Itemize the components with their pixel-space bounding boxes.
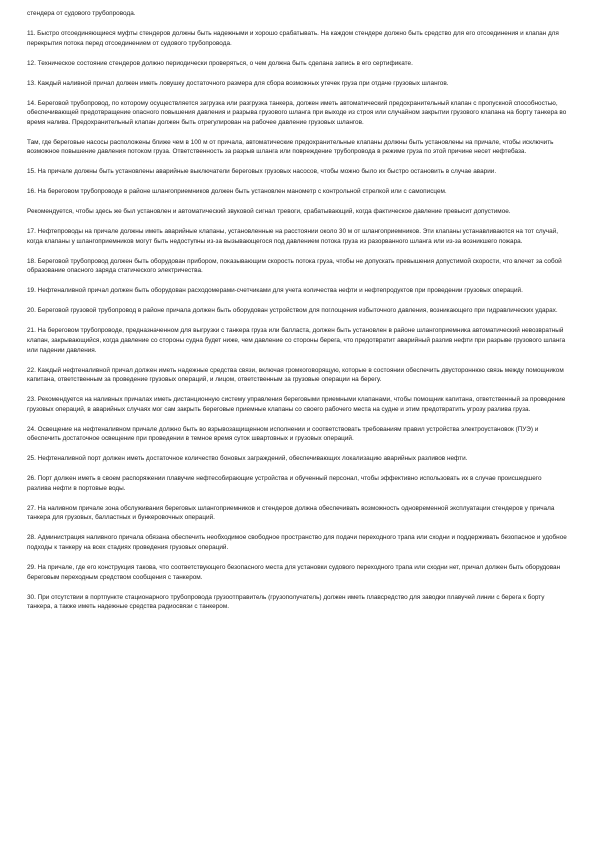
paragraph-21: 21. На береговом трубопроводе, предназначенном для выгрузки с танкера груза или балласта, должен быть установлен в районе шлангоприемника автоматический невозвратный клапан, закрывающийся, когда давление со стороны судна будет ниже, чем давление со стороны берега, что предотвратит аварийный разлив нефти при разрыве грузового шланга или падении давления. bbox=[27, 327, 566, 354]
paragraph-28: 28. Администрация наливного причала обязана обеспечить необходимое свободное пространство для подачи переходного трапа или сходни и поддерживать безопасное и удобное подходы к танкеру на всех стадиях проведения грузовых операций. bbox=[27, 534, 567, 551]
paragraph-19: 19. Нефтеналивной причал должен быть оборудован расходомерами-счетчиками для учета количества нефти и нефтепродуктов при проведении грузовых операций. bbox=[27, 287, 523, 295]
paragraph-29: 29. На причале, где его конструкция такова, что соответствующего безопасного места для установки судового переходного трапа или сходни нет, причал должен быть оборудован береговым переходным средством сообщения с танкером. bbox=[27, 563, 561, 581]
paragraph-30: 30. При отсутствии в портпункте стационарного трубопровода грузоотправитель (грузополучатель) должен иметь плавсредство для заводки плавучей линии с берега к борту танкера, а также иметь надежные средства радиосвязи с танкером. bbox=[27, 593, 545, 611]
paragraph-20: 20. Береговой грузовой трубопровод в районе причала должен быть оборудован устройством для поглощения избыточного давления, возникающего при гидравлических ударах. bbox=[27, 307, 558, 315]
paragraph-12: 12. Техническое состояние стендеров должно периодически проверяться, о чем должна быть сделана запись в его сертификате. bbox=[27, 59, 413, 67]
paragraph-22: 22. Каждый нефтеналивной причал должен иметь надежные средства связи, включая громкоговорящую, которые в состоянии обеспечить двустороннюю связь между помощником капитана, ответственным за проведение грузовых операций, и лицом, ответственным за грузовые операции на берегу. bbox=[27, 366, 564, 384]
paragraph-24: 24. Освещение на нефтеналивном причале должно быть во взрывозащищенном исполнении и соответствовать требованиям правил устройства электроустановок (ПУЭ) и обеспечить достаточное освещение при проведении в темное время суток швартовных и грузовых операций. bbox=[27, 425, 539, 443]
paragraph-25: 25. Нефтеналивной порт должен иметь достаточное количество боновых заграждений, обеспечивающих локализацию аварийных разливов нефти. bbox=[27, 455, 468, 463]
paragraph-0: стендера от судового трубопровода. bbox=[27, 10, 136, 17]
paragraph-27: 27. На наливном причале зона обслуживания береговых шлангоприемников и стендеров должна обеспечивать возможность одновременной эксплуатации стендеров у причала танкера для грузовых, балластных и бункеровочных операций. bbox=[27, 504, 555, 522]
paragraph-13: 13. Каждый наливной причал должен иметь ловушку достаточного размера для сбора возможных утечек груза при отдаче грузовых шлангов. bbox=[27, 79, 449, 87]
paragraph-16: 16. На береговом трубопроводе в районе шлангоприемников должен быть установлен манометр с контрольной стрелкой или с самописцем. bbox=[27, 188, 447, 196]
paragraph-14-continued: Там, где береговые насосы расположены ближе чем в 100 м от причала, автоматические предохранительные клапаны должны быть установлены на причале, чтобы исключить возможное повышение давления потоком груза. Ответственность за разрыв шланга или повреждение трубопровода в режиме груза по этой причине несет нефтебаза. bbox=[27, 138, 554, 156]
paragraph-14: 14. Береговой трубопровод, по которому осуществляется загрузка или разгрузка танкера, должен иметь автоматический предохранительный клапан с пропускной способностью, обеспечивающей предотвращение опасного повышения давления и разрыва грузового шланга при выходе из строя или случайном закрытии грузового клапана на борту танкера во время налива. Предохранительный клапан должен быть отрегулирован на рабочее давление грузовых шлангов. bbox=[27, 99, 567, 126]
paragraph-23: 23. Рекомендуется на наливных причалах иметь дистанционную систему управления береговыми приемными клапанами, чтобы помощник капитана, ответственный за проведение грузовых операций, в аварийных случаях мог сам закрыть береговые приемные клапаны со своего рабочего места на судне и этим предотвратить угрозу разлива груза. bbox=[27, 396, 566, 413]
document-page bbox=[27, 9, 567, 622]
paragraph-17: 17. Нефтепроводы на причале должны иметь аварийные клапаны, установленные на расстоянии около 30 м от шлангоприемников. Эти клапаны устанавливаются на тот случай, когда клапаны у шлангоприемников могут быть недоступны из-за вызывающегося под давлением потока груза из разорванного шланга или из-за возникшего пожара. bbox=[27, 228, 559, 245]
paragraph-16-continued: Рекомендуется, чтобы здесь же был установлен и автоматический звуковой сигнал тревоги, срабатывающий, когда фактическое давление превысит допустимое. bbox=[27, 208, 511, 216]
paragraph-18: 18. Береговой трубопровод должен быть оборудован прибором, показывающим скорость потока груза, чтобы не допускать превышения допустимой скорости, что влечет за собой образование опасного заряда статического электричества. bbox=[27, 257, 562, 275]
paragraph-15: 15. На причале должны быть установлены аварийные выключатели береговых грузовых насосов, чтобы можно было их быстро остановить в случае аварии. bbox=[27, 168, 497, 176]
paragraph-26: 26. Порт должен иметь в своем распоряжении плавучие нефтесобирающие устройства и обученный персонал, чтобы эффективно использовать их в случае происшедшего разлива нефти в портовые воды. bbox=[27, 475, 542, 492]
paragraph-11: 11. Быстро отсоединяющиеся муфты стендеров должны быть надежными и хорошо срабатывать. На каждом стендере должно быть средство для его отсоединения и клапан для перекрытия потока перед отсоединением от судового трубопровода. bbox=[27, 29, 559, 47]
